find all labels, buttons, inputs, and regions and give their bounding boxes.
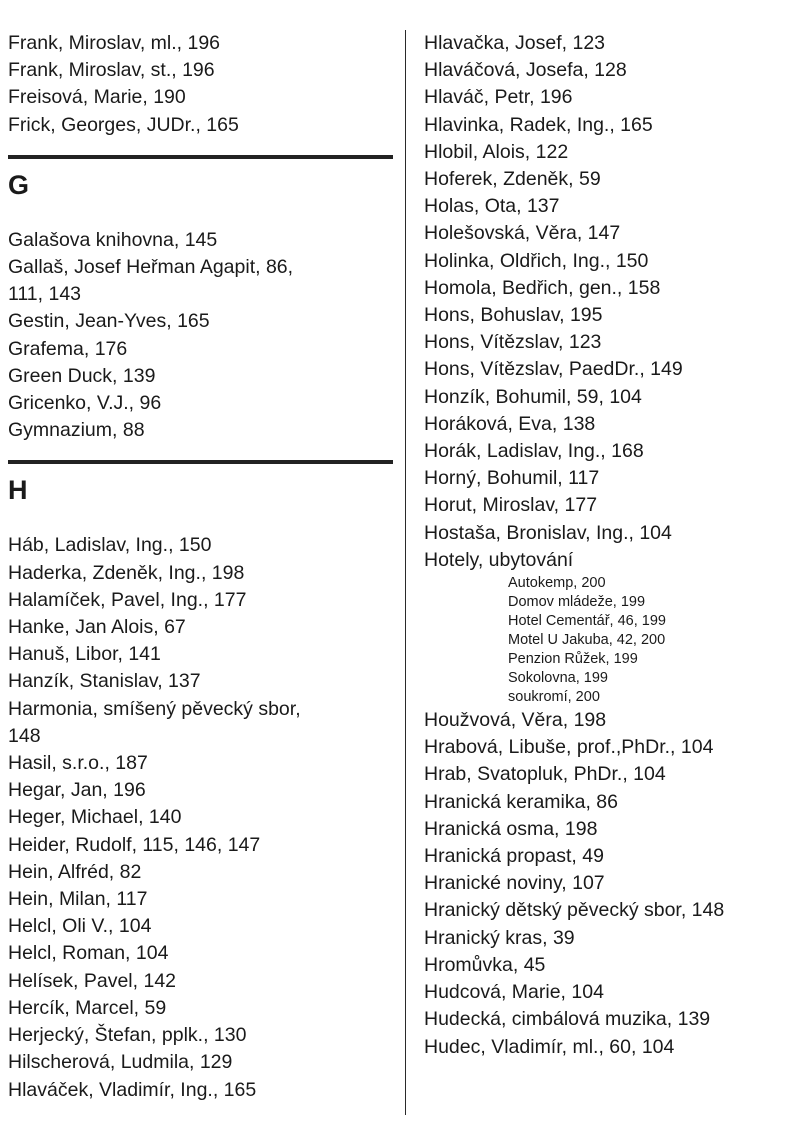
right-column (424, 30, 800, 1061)
index-group-g (8, 227, 398, 445)
section-heading-h: H (8, 475, 28, 506)
index-entry: Holešovská, Věra, 147 (424, 222, 621, 245)
index-entry: Hein, Alfréd, 82 (8, 860, 142, 883)
index-subentry: Hotel Cementář, 46, 199 (508, 613, 666, 630)
index-entry: Hrab, Svatopluk, PhDr., 104 (424, 763, 666, 786)
index-entry: Honzík, Bohumil, 59, 104 (424, 385, 642, 408)
index-subentry: Autokemp, 200 (508, 575, 606, 592)
index-entry: Hranická propast, 49 (424, 845, 604, 868)
index-entry: Halamíček, Pavel, Ing., 177 (8, 588, 247, 611)
index-subentry: Penzion Růžek, 199 (508, 651, 638, 668)
index-entry: Hranický dětský pěvecký sbor, 148 (424, 899, 725, 922)
column-divider (405, 30, 406, 1115)
index-entry: Heger, Michael, 140 (8, 806, 182, 829)
index-entry: Herjecký, Štefan, pplk., 130 (8, 1024, 247, 1047)
index-entry: Hranická keramika, 86 (424, 790, 618, 813)
index-entry: Hilscherová, Ludmila, 129 (8, 1051, 233, 1074)
index-entry: Galašova knihovna, 145 (8, 228, 218, 251)
index-entry: Hranické noviny, 107 (424, 872, 605, 895)
index-entry: Holas, Ota, 137 (424, 195, 560, 218)
index-entry: Hostaša, Bronislav, Ing., 104 (424, 521, 672, 544)
index-subentry: soukromí, 200 (508, 689, 600, 706)
index-entry: Homola, Bedřich, gen., 158 (424, 276, 661, 299)
index-entry: Harmonia, smíšený pěvecký sbor, (8, 697, 301, 720)
index-entry: Hercík, Marcel, 59 (8, 996, 167, 1019)
index-entry: Hromůvka, 45 (424, 953, 546, 976)
index-entry: Hlaváč, Petr, 196 (424, 86, 573, 109)
index-entry: Hlaváčová, Josefa, 128 (424, 59, 627, 82)
index-entry-hotely: Hotely, ubytování (424, 548, 574, 571)
index-subentry: Domov mládeže, 199 (508, 594, 646, 611)
index-entry: Holinka, Oldřich, Ing., 150 (424, 249, 649, 272)
index-entry: Haderka, Zdeněk, Ing., 198 (8, 561, 245, 584)
index-subentry: Sokolovna, 199 (508, 670, 608, 687)
index-entry: Gallaš, Josef Heřman Agapit, 86, (8, 256, 294, 279)
left-column (8, 30, 398, 1104)
index-entry: Hein, Milan, 117 (8, 888, 148, 911)
index-entry: Horáková, Eva, 138 (424, 412, 596, 435)
index-entry: Hranická osma, 198 (424, 817, 598, 840)
index-entry: Hranický kras, 39 (424, 926, 575, 949)
index-entry: Hudec, Vladimír, ml., 60, 104 (424, 1035, 675, 1058)
index-entry: Hanzík, Stanislav, 137 (8, 670, 201, 693)
index-entry: Hegar, Jan, 196 (8, 779, 146, 802)
section-heading-g: G (8, 169, 30, 200)
index-entry: Hons, Bohuslav, 195 (424, 304, 603, 327)
index-entry: Houžvová, Věra, 198 (424, 709, 607, 732)
index-entry: Hons, Vítězslav, PaedDr., 149 (424, 358, 683, 381)
index-entry: Hlavačka, Josef, 123 (424, 32, 606, 54)
index-group-f (8, 30, 398, 139)
index-entry: Hanuš, Libor, 141 (8, 643, 161, 666)
index-entry: Hlavinka, Radek, Ing., 165 (424, 113, 653, 136)
index-entry: Hasil, s.r.o., 187 (8, 752, 148, 775)
index-entry: Hlobil, Alois, 122 (424, 140, 569, 163)
index-entry: 111, 143 (8, 283, 82, 306)
index-entry: Horut, Miroslav, 177 (424, 494, 598, 517)
index-entry: Hudecká, cimbálová muzika, 139 (424, 1008, 711, 1031)
index-entry: Hanke, Jan Alois, 67 (8, 616, 186, 639)
index-group-h-continued (424, 30, 800, 574)
index-entry: Frank, Miroslav, ml., 196 (8, 32, 221, 54)
index-entry: 148 (8, 724, 41, 747)
index-entry: Frank, Miroslav, st., 196 (8, 59, 215, 82)
index-entry: Horák, Ladislav, Ing., 168 (424, 440, 644, 463)
index-entry: Frick, Georges, JUDr., 165 (8, 113, 239, 136)
index-entry: Helísek, Pavel, 142 (8, 969, 177, 992)
index-entry: Helcl, Roman, 104 (8, 942, 169, 965)
index-group-h (8, 532, 398, 1103)
index-entry: Hlaváček, Vladimír, Ing., 165 (8, 1078, 257, 1101)
section-divider-h (8, 460, 393, 464)
section-divider-g (8, 155, 393, 159)
index-entry: Gricenko, V.J., 96 (8, 392, 162, 415)
index-group-h-tail (424, 707, 800, 1061)
hotel-subentries (424, 574, 800, 707)
index-entry: Helcl, Oli V., 104 (8, 915, 152, 938)
index-entry: Hoferek, Zdeněk, 59 (424, 168, 601, 191)
index-entry: Gestin, Jean-Yves, 165 (8, 310, 210, 333)
index-entry: Hrabová, Libuše, prof.,PhDr., 104 (424, 736, 714, 759)
index-entry: Horný, Bohumil, 117 (424, 467, 600, 490)
index-subentry: Motel U Jakuba, 42, 200 (508, 632, 666, 649)
index-entry: Háb, Ladislav, Ing., 150 (8, 534, 212, 557)
index-entry: Heider, Rudolf, 115, 146, 147 (8, 833, 261, 856)
index-entry: Green Duck, 139 (8, 364, 156, 387)
index-entry: Hons, Vítězslav, 123 (424, 331, 602, 354)
index-entry: Hudcová, Marie, 104 (424, 981, 604, 1004)
index-entry: Freisová, Marie, 190 (8, 86, 186, 109)
index-entry: Gymnazium, 88 (8, 419, 145, 442)
index-entry: Grafema, 176 (8, 337, 128, 360)
